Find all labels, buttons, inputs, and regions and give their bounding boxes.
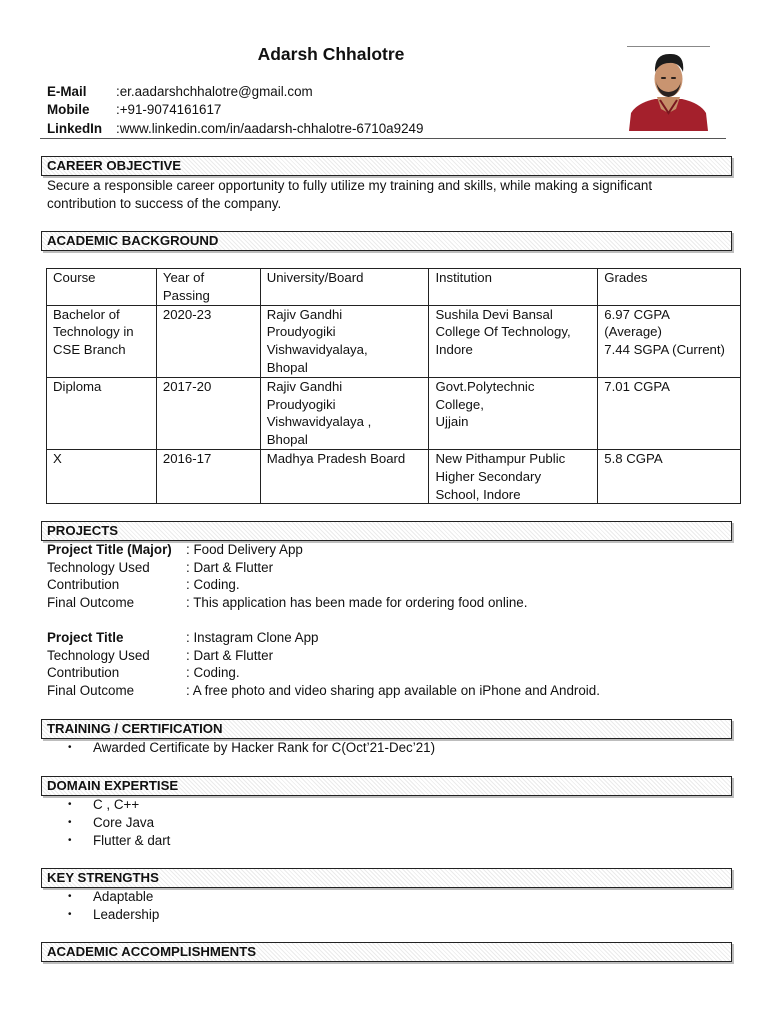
career-objective-line: contribution to success of the company.: [47, 196, 282, 211]
table-cell-line: Govt.Polytechnic: [435, 378, 535, 394]
table-row: [47, 377, 741, 449]
table-cell-line: Rajiv Gandhi: [266, 306, 343, 322]
email-value: :er.aadarshchhalotre@gmail.com: [116, 84, 313, 99]
list-item-text: C , C++: [93, 797, 140, 812]
contact-label: Mobile: [47, 102, 90, 118]
section-heading-key-strengths: KEY STRENGTHS: [41, 868, 732, 888]
section-heading-career-objective: CAREER OBJECTIVE: [41, 156, 732, 176]
table-cell-line: 6.97 CGPA: [604, 306, 670, 322]
table-cell-line: 7.01 CGPA: [604, 378, 670, 394]
project-row: [47, 594, 527, 612]
list-item: [68, 814, 170, 832]
table-cell-line: Rajiv Gandhi: [266, 378, 343, 394]
table-header-row: [47, 269, 741, 306]
table-cell-line: Vishwavidyalaya,: [266, 342, 368, 358]
contact-linkedin-row: [47, 120, 423, 138]
project-field-value: : Food Delivery App: [186, 542, 303, 557]
list-item: [68, 796, 170, 814]
project-row: [47, 541, 527, 559]
table-cell: [429, 305, 598, 377]
table-cell-line: CSE Branch: [53, 342, 126, 358]
table-cell: [156, 449, 260, 503]
project-row: [47, 629, 600, 647]
project-field-label: Project Title (Major): [47, 542, 172, 557]
table-header-cell: Grades: [598, 269, 741, 306]
project-field-label: Final Outcome: [47, 683, 135, 699]
table-header-cell: Institution: [429, 269, 598, 306]
table-cell: [156, 377, 260, 449]
table-cell-line: Proudyogiki: [266, 324, 336, 340]
table-cell-line: 2017-20: [162, 378, 212, 394]
career-objective-text: [47, 177, 737, 213]
project-field-label: Project Title: [47, 630, 124, 645]
table-cell-line: 2016-17: [162, 450, 212, 466]
table-row: [47, 305, 741, 377]
list-item: [68, 739, 435, 757]
table-cell-line: Technology in: [53, 324, 134, 340]
section-heading-academic-accomplishments: ACADEMIC ACCOMPLISHMENTS: [41, 942, 732, 962]
project-field-value: : Coding.: [186, 577, 240, 593]
table-cell-line: Indore: [435, 342, 473, 358]
project-field-value: : A free photo and video sharing app available on iPhone and Android.: [186, 683, 600, 699]
bullet-icon: •: [68, 909, 72, 920]
table-cell-line: Bachelor of: [53, 306, 120, 322]
table-cell-line: Vishwavidyalaya ,: [266, 414, 372, 430]
project-field-label: Final Outcome: [47, 595, 135, 611]
table-cell-line: Madhya Pradesh Board: [266, 450, 406, 466]
table-cell-line: 2020-23: [162, 306, 212, 322]
bullet-icon: •: [68, 742, 72, 753]
table-row: [47, 449, 741, 503]
project-field-label: Technology Used: [47, 559, 150, 575]
section-heading-academic-background: ACADEMIC BACKGROUND: [41, 231, 732, 251]
mobile-value: :+91-9074161617: [116, 102, 222, 118]
project-row: [47, 664, 600, 682]
bullet-icon: •: [68, 817, 72, 828]
table-cell-line: Diploma: [53, 378, 102, 394]
table-cell: [429, 449, 598, 503]
contact-label: E-Mail: [47, 84, 87, 99]
section-heading-training: TRAINING / CERTIFICATION: [41, 719, 732, 739]
table-header-cell: Course: [47, 269, 157, 306]
project-field-label: Contribution: [47, 665, 120, 681]
table-cell: [429, 377, 598, 449]
table-cell: [156, 305, 260, 377]
table-cell-line: College,: [435, 396, 484, 412]
table-cell-line: New Pithampur Public: [435, 450, 566, 466]
candidate-name: Adarsh Chhalotre: [257, 44, 405, 64]
project-field-value: : Dart & Flutter: [186, 559, 274, 575]
table-cell-line: (Average): [604, 324, 662, 340]
table-cell-line: X: [53, 450, 62, 466]
project-row: [47, 576, 527, 594]
project-field-label: Technology Used: [47, 647, 150, 663]
project-row: [47, 559, 527, 577]
list-item-text: Adaptable: [93, 889, 154, 904]
table-header-cell: University/Board: [260, 269, 429, 306]
bullet-icon: •: [68, 891, 72, 902]
academic-table: [46, 268, 741, 504]
contact-email-row: [47, 83, 423, 101]
linkedin-value: :www.linkedin.com/in/aadarsh-chhalotre-6710a9249: [116, 120, 424, 136]
project-field-value: : Instagram Clone App: [186, 630, 319, 645]
project-field-value: : Dart & Flutter: [186, 647, 274, 663]
table-cell: [598, 377, 741, 449]
table-cell-line: Bhopal: [266, 359, 308, 375]
table-cell-line: 5.8 CGPA: [604, 450, 663, 466]
section-heading-domain-expertise: DOMAIN EXPERTISE: [41, 776, 732, 796]
profile-photo: [627, 46, 710, 131]
table-cell: [47, 377, 157, 449]
table-cell: [598, 305, 741, 377]
list-item-text: Core Java: [93, 815, 155, 830]
table-cell: [47, 449, 157, 503]
project-block: [47, 629, 600, 700]
project-row: [47, 647, 600, 665]
table-cell-line: Proudyogiki: [266, 396, 336, 412]
list-item: [68, 906, 159, 924]
bullet-icon: •: [68, 835, 72, 846]
contact-label: LinkedIn: [47, 120, 103, 136]
domain-expertise-list: [68, 796, 170, 850]
table-cell: [260, 305, 429, 377]
career-objective-line: Secure a responsible career opportunity to fully utilize my training and skills, while making a significant: [47, 178, 653, 193]
table-cell-line: Sushila Devi Bansal: [435, 306, 553, 322]
table-cell-line: Bhopal: [266, 432, 308, 448]
contact-info: [47, 83, 423, 138]
table-cell-line: School, Indore: [435, 486, 521, 502]
bullet-icon: •: [68, 799, 72, 810]
key-strengths-list: [68, 888, 159, 924]
profile-photo-image: [627, 47, 710, 131]
table-cell-line: Ujjain: [435, 414, 469, 430]
list-item-text: Flutter & dart: [93, 833, 171, 848]
table-cell: [260, 449, 429, 503]
project-field-value: : Coding.: [186, 665, 240, 681]
project-row: [47, 682, 600, 700]
list-item: [68, 832, 170, 850]
table-cell-line: 7.44 SGPA (Current): [604, 342, 725, 358]
table-cell-line: College Of Technology,: [435, 324, 571, 340]
table-cell-line: Higher Secondary: [435, 468, 542, 484]
project-field-value: : This application has been made for ordering food online.: [186, 595, 528, 611]
project-block: [47, 541, 527, 612]
table-header-cell: Year of Passing: [156, 269, 260, 306]
section-heading-projects: PROJECTS: [41, 521, 732, 541]
list-item-text: Leadership: [93, 907, 160, 922]
table-cell: [598, 449, 741, 503]
project-field-label: Contribution: [47, 577, 120, 593]
contact-mobile-row: [47, 101, 423, 119]
list-item-text: Awarded Certificate by Hacker Rank for C(Oct’21-Dec’21): [93, 740, 436, 755]
header-divider: [40, 138, 726, 139]
table-cell: [260, 377, 429, 449]
training-list: [68, 739, 435, 757]
table-cell: [47, 305, 157, 377]
list-item: [68, 888, 159, 906]
